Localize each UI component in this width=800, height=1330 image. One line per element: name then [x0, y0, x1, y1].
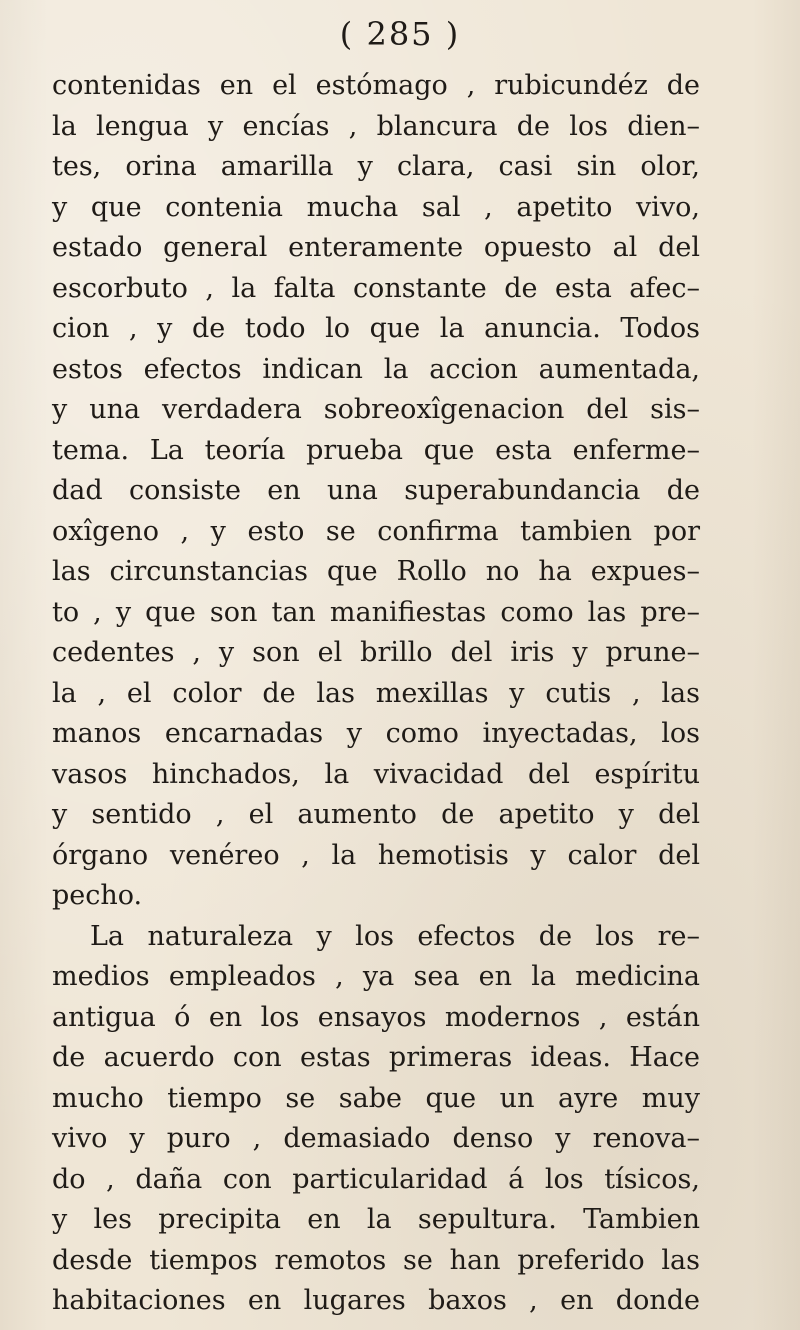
text-line: cion , y de todo lo que la anuncia. Todos — [52, 313, 700, 344]
text-line: tema. La teoría prueba que esta enferme– — [52, 434, 700, 466]
text-line: vasos hinchados, la vivacidad del espíritu — [52, 758, 700, 790]
text-line: de acuerdo con estas primeras ideas. Hace — [52, 1042, 700, 1073]
text-line: cedentes , y son el brillo del iris y prune– — [52, 637, 700, 668]
body-text — [52, 66, 700, 1322]
text-line: las circunstancias que Rollo no ha expues– — [52, 556, 700, 587]
text-line: desde tiempos remotos se han preferido las — [52, 1244, 700, 1276]
text-line: pecho. — [52, 880, 143, 911]
text-line: medios empleados , ya sea en la medicina — [52, 961, 700, 992]
text-line: do , daña con particularidad á los tísicos, — [52, 1163, 700, 1195]
text-line: y les precipita en la sepultura. Tambien — [52, 1204, 700, 1235]
text-line: dad consiste en una superabundancia de — [52, 475, 700, 506]
text-line: estado general enteramente opuesto al del — [52, 232, 700, 263]
text-line: tes, orina amarilla y clara, casi sin olor, — [52, 151, 700, 182]
text-line: estos efectos indican la accion aumentada, — [52, 353, 700, 385]
text-line: y que contenia mucha sal , apetito vivo, — [52, 191, 700, 223]
page-number: ( 285 ) — [339, 15, 461, 53]
text-line: la lengua y encías , blancura de los dien– — [52, 110, 700, 142]
text-line: to , y que son tan manifiestas como las pre– — [52, 596, 700, 628]
text-line: escorbuto , la falta constante de esta afec– — [52, 272, 700, 304]
text-line: mucho tiempo se sabe que un ayre muy — [52, 1082, 700, 1114]
text-line: vivo y puro , demasiado denso y renova– — [52, 1123, 700, 1154]
text-line: órgano venéreo , la hemotisis y calor del — [52, 839, 700, 871]
text-line: La naturaleza y los efectos de los re– — [90, 920, 700, 952]
text-line: antigua ó en los ensayos modernos , están — [52, 1001, 700, 1033]
text-line: habitaciones en lugares baxos , en donde — [52, 1285, 700, 1316]
text-line: y una verdadera sobreoxîgenacion del sis– — [52, 394, 700, 425]
text-line: manos encarnadas y como inyectadas, los — [52, 718, 700, 749]
text-line: y sentido , el aumento de apetito y del — [52, 799, 700, 830]
text-line: la , el color de las mexillas y cutis , las — [52, 677, 700, 709]
text-line: oxîgeno , y esto se confirma tambien por — [52, 515, 700, 547]
text-line: contenidas en el estómago , rubicundéz de — [52, 70, 700, 101]
